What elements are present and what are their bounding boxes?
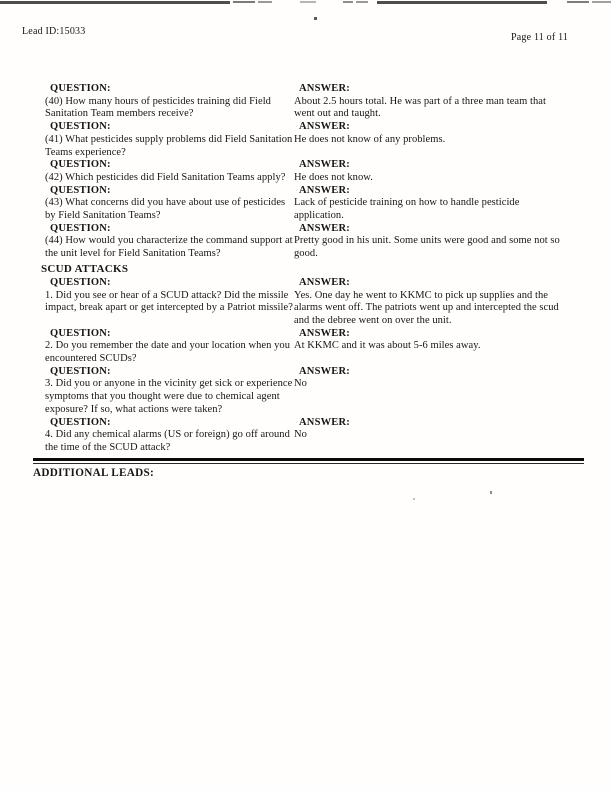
answer-column bbox=[294, 277, 566, 328]
section-heading-scud-attacks: SCUD ATTACKS bbox=[41, 262, 129, 275]
page-number: Page 11 of 11 bbox=[511, 32, 569, 43]
answer-text: No bbox=[294, 429, 307, 441]
scan-artifact-line bbox=[356, 1, 368, 3]
answer-label: ANSWER: bbox=[299, 121, 350, 133]
question-column bbox=[45, 121, 294, 159]
question-column bbox=[45, 223, 294, 261]
question-label: QUESTION: bbox=[50, 184, 111, 196]
question-column bbox=[45, 159, 294, 184]
answer-text: At KKMC and it was about 5-6 miles away. bbox=[294, 340, 481, 352]
answer-label: ANSWER: bbox=[299, 327, 350, 339]
question-column bbox=[45, 366, 294, 417]
scan-artifact-line bbox=[343, 1, 353, 3]
question-label: QUESTION: bbox=[50, 276, 111, 288]
scan-artifact-line bbox=[377, 1, 547, 4]
question-text: 1. Did you see or hear of a SCUD attack? Did the missile impact, break apart or get intercepted by a Patriot missile? bbox=[45, 289, 293, 314]
qa-row bbox=[0, 366, 611, 417]
additional-leads-heading: ADDITIONAL LEADS: bbox=[33, 466, 155, 479]
qa-row bbox=[0, 83, 611, 121]
answer-column bbox=[294, 83, 566, 121]
qa-row bbox=[0, 121, 611, 159]
question-text: (43) What concerns did you have about use of pesticides by Field Sanitation Teams? bbox=[45, 197, 286, 222]
answer-text: About 2.5 hours total. He was part of a three man team that went out and taught. bbox=[294, 95, 546, 120]
question-column bbox=[45, 83, 294, 121]
question-label: QUESTION: bbox=[50, 327, 111, 339]
scan-artifact-line bbox=[592, 1, 611, 3]
lead-id-label: Lead ID:15033 bbox=[22, 26, 86, 37]
answer-text: He does not know. bbox=[294, 171, 373, 183]
answer-label: ANSWER: bbox=[299, 365, 350, 377]
question-text: (41) What pesticides supply problems did Field Sanitation Teams experience? bbox=[45, 133, 293, 158]
question-label: QUESTION: bbox=[50, 121, 111, 133]
question-label: QUESTION: bbox=[50, 416, 111, 428]
question-text: (40) How many hours of pesticides training did Field Sanitation Team members receive? bbox=[45, 95, 271, 120]
qa-row bbox=[0, 185, 611, 223]
scan-speck bbox=[413, 498, 415, 500]
question-column bbox=[45, 417, 294, 455]
question-column bbox=[45, 185, 294, 223]
qa-row bbox=[0, 417, 611, 455]
qa-row bbox=[0, 328, 611, 366]
scan-artifact-line bbox=[567, 1, 589, 3]
question-text: 2. Do you remember the date and your location when you encountered SCUDs? bbox=[45, 340, 291, 365]
question-text: 3. Did you or anyone in the vicinity get sick or experience symptoms that you thought were due to chemical agent exposure? If so, what actions were taken? bbox=[45, 378, 293, 415]
pesticide-qa-list bbox=[0, 83, 611, 261]
answer-column bbox=[294, 159, 566, 184]
answer-label: ANSWER: bbox=[299, 222, 350, 234]
question-column bbox=[45, 277, 294, 315]
question-text: (42) Which pesticides did Field Sanitation Teams apply? bbox=[45, 171, 286, 183]
qa-row bbox=[0, 277, 611, 328]
answer-text: He does not know of any problems. bbox=[294, 133, 446, 145]
qa-row bbox=[0, 223, 611, 261]
answer-column bbox=[294, 328, 566, 353]
answer-label: ANSWER: bbox=[299, 184, 350, 196]
answer-label: ANSWER: bbox=[299, 276, 350, 288]
answer-label: ANSWER: bbox=[299, 416, 350, 428]
answer-text: No bbox=[294, 378, 307, 390]
scan-artifact-line bbox=[258, 1, 272, 3]
scan-artifact-line bbox=[233, 1, 255, 3]
qa-row bbox=[0, 159, 611, 184]
answer-column bbox=[294, 366, 566, 391]
answer-text: Pretty good in his unit. Some units were good and some not so good. bbox=[294, 235, 560, 260]
horizontal-rule bbox=[33, 458, 584, 464]
answer-column bbox=[294, 185, 566, 223]
question-text: (44) How would you characterize the command support at the unit level for Field Sanitation Teams? bbox=[45, 235, 293, 260]
question-label: QUESTION: bbox=[50, 365, 111, 377]
scan-artifact-line bbox=[300, 1, 316, 3]
question-label: QUESTION: bbox=[50, 159, 111, 171]
scud-qa-list bbox=[0, 277, 611, 455]
answer-text: Lack of pesticide training on how to handle pesticide application. bbox=[294, 197, 520, 222]
document-content bbox=[0, 83, 611, 480]
answer-label: ANSWER: bbox=[299, 83, 350, 94]
answer-text: Yes. One day he went to KKMC to pick up supplies and the alarms went off. The patriots went up and intercepted the scud and the debree went on over the unit. bbox=[294, 289, 559, 326]
answer-column bbox=[294, 223, 566, 261]
answer-column bbox=[294, 417, 566, 442]
answer-column bbox=[294, 121, 566, 146]
scan-speck bbox=[490, 491, 492, 494]
scan-speck bbox=[314, 17, 317, 20]
answer-label: ANSWER: bbox=[299, 159, 350, 171]
question-column bbox=[45, 328, 294, 366]
question-label: QUESTION: bbox=[50, 83, 111, 94]
question-label: QUESTION: bbox=[50, 222, 111, 234]
scan-artifact-line bbox=[0, 1, 230, 4]
question-text: 4. Did any chemical alarms (US or foreign) go off around the time of the SCUD attack? bbox=[45, 429, 290, 453]
